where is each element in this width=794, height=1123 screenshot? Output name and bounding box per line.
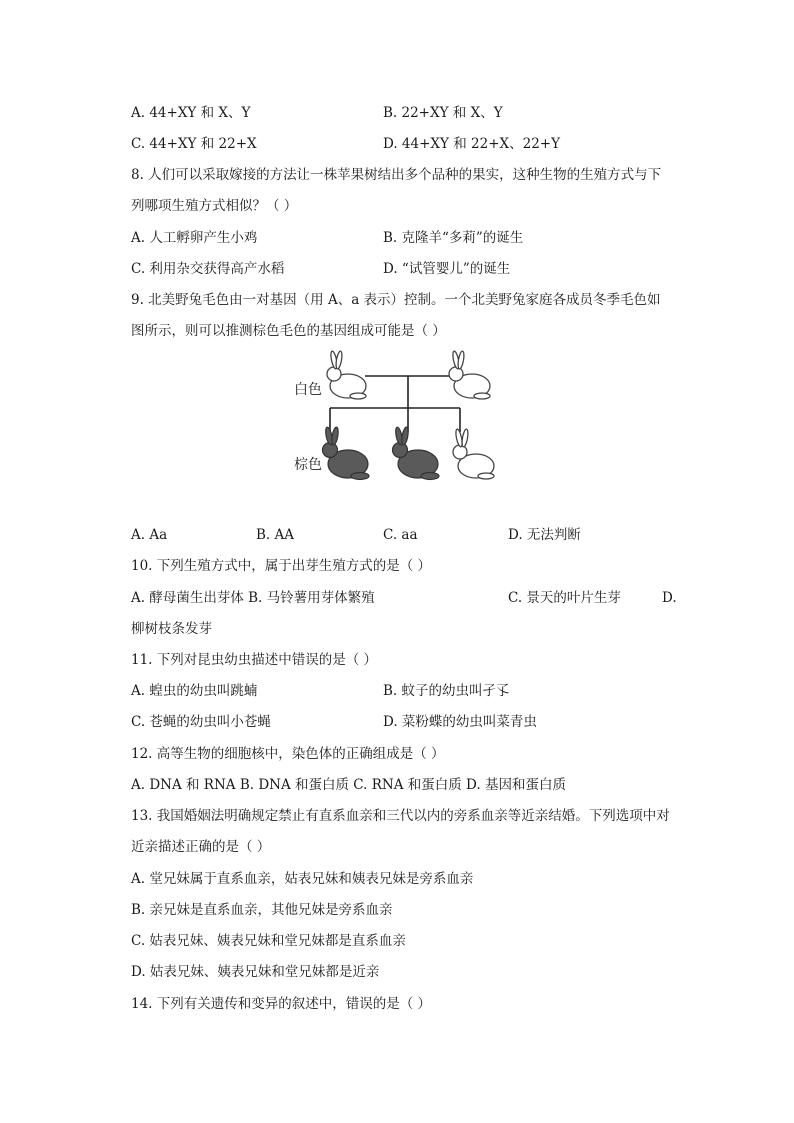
q7-option-a: A. 44+XY 和 X、Y (131, 105, 251, 121)
q9-option-a: A. Aa (131, 527, 168, 543)
parent-white-rabbit-right (449, 351, 490, 399)
q11-stem: 11. 下列对昆虫幼虫描述中错误的是（ ） (131, 652, 378, 668)
label-white: 白色 (294, 382, 322, 398)
q10-option-d-text: 柳树枝条发芽 (131, 621, 212, 637)
q12-options: A. DNA 和 RNA B. DNA 和蛋白质 C. RNA 和蛋白质 D. 基因和蛋白质 (131, 777, 566, 793)
q7-option-c: C. 44+XY 和 22+X (131, 136, 257, 152)
q8-option-c: C. 利用杂交获得高产水稻 (131, 261, 285, 277)
label-brown: 棕色 (294, 457, 322, 473)
q7-option-d: D. 44+XY 和 22+X、22+Y (383, 136, 561, 152)
q13-option-a: A. 堂兄妹属于直系血亲，姑表兄妹和姨表兄妹是旁系血亲 (131, 871, 474, 887)
q9-option-d: D. 无法判断 (508, 527, 581, 543)
q11-option-b: B. 蚊子的幼虫叫孑孓 (383, 683, 510, 699)
q11-option-c: C. 苍蝇的幼虫叫小苍蝇 (131, 714, 271, 730)
q9-option-b: B. AA (256, 527, 295, 543)
q13-stem-line2: 近亲描述正确的是（ ） (131, 839, 271, 855)
q9-stem-line2: 图所示，则可以推测棕色毛色的基因组成可能是（ ） (131, 323, 446, 339)
q10-option-c: C. 景天的叶片生芽 (508, 590, 621, 606)
q13-stem-line1: 13. 我国婚姻法明确规定禁止有直系血亲和三代以内的旁系血亲等近亲结婚。下列选项中对 (131, 808, 670, 824)
q8-option-a: A. 人工孵卵产生小鸡 (131, 230, 258, 246)
q10-option-ab: A. 酵母菌生出芽体 B. 马铃薯用芽体繁殖 (131, 590, 375, 606)
q11-option-d: D. 菜粉蝶的幼虫叫菜青虫 (383, 714, 537, 730)
q8-option-d: D. “试管婴儿”的诞生 (383, 261, 511, 277)
offspring-white-rabbit-3 (453, 429, 494, 479)
q13-option-d: D. 姑表兄妹、姨表兄妹和堂兄妹都是近亲 (131, 964, 380, 980)
rabbit-family-figure (290, 346, 510, 491)
q8-stem-line1: 8. 人们可以采取嫁接的方法让一株苹果树结出多个品种的果实，这种生物的生殖方式与下 (131, 167, 662, 183)
q8-option-b: B. 克隆羊“多莉”的诞生 (383, 230, 524, 246)
offspring-brown-rabbit-2 (393, 427, 440, 480)
q8-stem-line2: 列哪项生殖方式相似？（ ） (131, 198, 298, 214)
parent-white-rabbit-left (327, 351, 366, 399)
q12-stem: 12. 高等生物的细胞核中，染色体的正确组成是（ ） (131, 746, 445, 762)
q13-option-b: B. 亲兄妹是直系血亲，其他兄妹是旁系血亲 (131, 902, 393, 918)
q7-option-b: B. 22+XY 和 X、Y (383, 105, 503, 121)
q9-option-c: C. aa (383, 527, 418, 543)
q14-stem: 14. 下列有关遗传和变异的叙述中，错误的是（ ） (131, 996, 432, 1012)
q11-option-a: A. 蝗虫的幼虫叫跳蝻 (131, 683, 258, 699)
offspring-brown-rabbit-1 (323, 427, 370, 480)
q10-option-d-prefix: D. (662, 590, 677, 606)
q13-option-c: C. 姑表兄妹、姨表兄妹和堂兄妹都是直系血亲 (131, 933, 406, 949)
q10-stem: 10. 下列生殖方式中，属于出芽生殖方式的是（ ） (131, 558, 432, 574)
q9-stem-line1: 9. 北美野兔毛色由一对基因（用 A、a 表示）控制。一个北美野兔家庭各成员冬季毛色如 (131, 292, 661, 308)
